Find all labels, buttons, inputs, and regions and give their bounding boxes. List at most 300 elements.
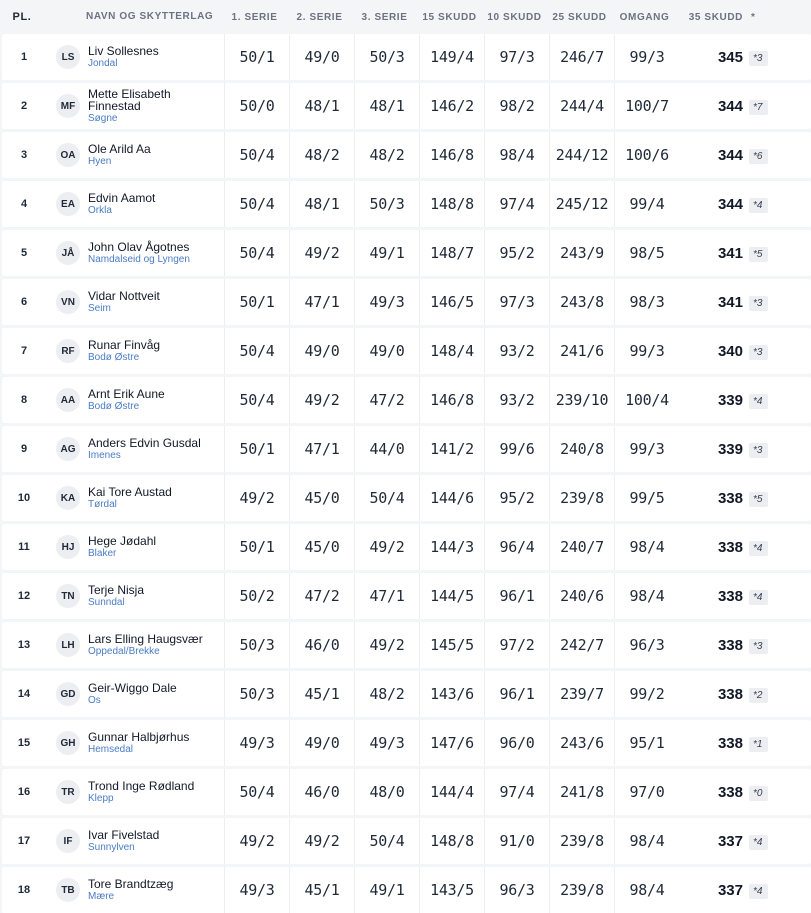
place: 13 bbox=[17, 639, 31, 651]
series-3: 49/2 bbox=[354, 622, 419, 668]
avatar-cell bbox=[46, 682, 88, 706]
avatar-cell bbox=[46, 290, 88, 314]
table-body bbox=[0, 34, 811, 913]
stars-cell bbox=[749, 342, 789, 360]
shooter-club[interactable]: Bodø Østre bbox=[88, 400, 140, 412]
stars-badge: *1 bbox=[749, 737, 768, 752]
shots-15: 146/8 bbox=[419, 132, 484, 178]
avatar-cell bbox=[46, 339, 88, 363]
avatar-cell bbox=[46, 486, 88, 510]
table-row[interactable] bbox=[2, 867, 811, 913]
place: 18 bbox=[17, 884, 31, 896]
round: 98/4 bbox=[614, 818, 679, 864]
shots-15: 148/7 bbox=[419, 230, 484, 276]
round: 100/7 bbox=[614, 83, 679, 129]
series-2: 47/1 bbox=[289, 279, 354, 325]
series-2: 48/1 bbox=[289, 83, 354, 129]
place: 14 bbox=[17, 688, 31, 700]
table-row[interactable] bbox=[2, 671, 811, 717]
round: 98/5 bbox=[614, 230, 679, 276]
series-2: 47/2 bbox=[289, 573, 354, 619]
series-1: 50/1 bbox=[224, 524, 289, 570]
series-1: 50/3 bbox=[224, 671, 289, 717]
place: 5 bbox=[20, 247, 28, 259]
shooter-name[interactable]: Geir-Wiggo Dale bbox=[88, 680, 177, 695]
series-2: 49/2 bbox=[289, 818, 354, 864]
avatar-cell bbox=[46, 388, 88, 412]
table-row[interactable] bbox=[2, 524, 811, 570]
shooter-club[interactable]: Imenes bbox=[88, 449, 121, 461]
avatar: JÅ bbox=[56, 241, 80, 265]
total-35: 337 bbox=[717, 881, 743, 899]
shooter-club[interactable]: Klepp bbox=[88, 792, 114, 804]
avatar-cell bbox=[46, 143, 88, 167]
shooter-club[interactable]: Seim bbox=[88, 302, 111, 314]
avatar-cell bbox=[46, 94, 88, 118]
round: 100/6 bbox=[614, 132, 679, 178]
total-35: 340 bbox=[717, 342, 743, 360]
series-1: 50/1 bbox=[224, 34, 289, 80]
shots-25: 241/8 bbox=[549, 769, 614, 815]
avatar-cell bbox=[46, 45, 88, 69]
series-3: 49/1 bbox=[354, 867, 419, 913]
series-2: 47/1 bbox=[289, 426, 354, 472]
stars-cell bbox=[749, 244, 789, 262]
shooter-name[interactable]: Trond Inge Rødland bbox=[88, 778, 195, 793]
shooter-name[interactable]: Lars Elling Haugsvær bbox=[88, 631, 203, 646]
total-35: 338 bbox=[717, 636, 743, 654]
round: 100/4 bbox=[614, 377, 679, 423]
shooter-cell bbox=[88, 45, 224, 70]
shots-25: 242/7 bbox=[549, 622, 614, 668]
shots-15: 146/2 bbox=[419, 83, 484, 129]
series-1: 50/1 bbox=[224, 426, 289, 472]
shooter-cell bbox=[88, 584, 224, 609]
shots-25: 240/8 bbox=[549, 426, 614, 472]
avatar: IF bbox=[56, 829, 80, 853]
shots-10: 96/0 bbox=[484, 720, 549, 766]
avatar: EA bbox=[56, 192, 80, 216]
avatar: LH bbox=[56, 633, 80, 657]
avatar: VN bbox=[56, 290, 80, 314]
shots-10: 95/2 bbox=[484, 475, 549, 521]
series-2: 45/0 bbox=[289, 475, 354, 521]
shots-15: 141/2 bbox=[419, 426, 484, 472]
series-3: 47/2 bbox=[354, 377, 419, 423]
series-3: 48/0 bbox=[354, 769, 419, 815]
series-3: 48/2 bbox=[354, 671, 419, 717]
shooter-name[interactable]: Kai Tore Austad bbox=[88, 484, 172, 499]
series-3: 50/4 bbox=[354, 475, 419, 521]
series-3: 50/4 bbox=[354, 818, 419, 864]
shooter-cell bbox=[88, 241, 224, 266]
shooter-cell bbox=[88, 192, 224, 217]
avatar: GH bbox=[56, 731, 80, 755]
shots-10: 97/4 bbox=[484, 769, 549, 815]
shots-10: 96/1 bbox=[484, 573, 549, 619]
series-1: 50/4 bbox=[224, 181, 289, 227]
series-1: 50/3 bbox=[224, 622, 289, 668]
shots-15: 143/5 bbox=[419, 867, 484, 913]
total-35: 338 bbox=[717, 587, 743, 605]
series-2: 49/0 bbox=[289, 328, 354, 374]
series-3: 47/1 bbox=[354, 573, 419, 619]
total-35: 344 bbox=[717, 195, 743, 213]
stars-badge: *5 bbox=[749, 492, 768, 507]
shots-15: 145/5 bbox=[419, 622, 484, 668]
shots-25: 239/8 bbox=[549, 818, 614, 864]
total-35: 339 bbox=[717, 391, 743, 409]
shots-10: 93/2 bbox=[484, 328, 549, 374]
header-series-3[interactable]: 3. SERIE bbox=[361, 11, 408, 23]
series-2: 49/2 bbox=[289, 377, 354, 423]
shooter-club[interactable]: Søgne bbox=[88, 112, 118, 124]
shots-10: 97/3 bbox=[484, 279, 549, 325]
total-35: 338 bbox=[717, 734, 743, 752]
series-2: 46/0 bbox=[289, 622, 354, 668]
avatar-cell bbox=[46, 241, 88, 265]
stars-cell bbox=[749, 391, 789, 409]
avatar-cell bbox=[46, 192, 88, 216]
stars-cell bbox=[749, 832, 789, 850]
shots-10: 91/0 bbox=[484, 818, 549, 864]
series-3: 44/0 bbox=[354, 426, 419, 472]
shooter-club[interactable]: Mære bbox=[88, 890, 115, 902]
series-3: 48/2 bbox=[354, 132, 419, 178]
table-row[interactable] bbox=[2, 181, 811, 227]
header-series-2[interactable]: 2. SERIE bbox=[296, 11, 343, 23]
series-1: 50/4 bbox=[224, 328, 289, 374]
stars-cell bbox=[749, 538, 789, 556]
avatar: TR bbox=[56, 780, 80, 804]
avatar: LS bbox=[56, 45, 80, 69]
stars-cell bbox=[749, 734, 789, 752]
avatar-cell bbox=[46, 878, 88, 902]
shots-10: 97/4 bbox=[484, 181, 549, 227]
series-3: 49/3 bbox=[354, 720, 419, 766]
stars-badge: *5 bbox=[749, 247, 768, 262]
shots-10: 98/2 bbox=[484, 83, 549, 129]
avatar: RF bbox=[56, 339, 80, 363]
round: 99/4 bbox=[614, 181, 679, 227]
total-35: 341 bbox=[717, 293, 743, 311]
shooter-club[interactable]: Os bbox=[88, 694, 101, 706]
series-2: 49/0 bbox=[289, 34, 354, 80]
round: 99/3 bbox=[614, 328, 679, 374]
place: 6 bbox=[20, 296, 28, 308]
round: 98/4 bbox=[614, 573, 679, 619]
stars-badge: *3 bbox=[749, 443, 768, 458]
shots-10: 97/2 bbox=[484, 622, 549, 668]
shooter-club[interactable]: Bodø Østre bbox=[88, 351, 140, 363]
shots-15: 144/3 bbox=[419, 524, 484, 570]
shots-25: 243/9 bbox=[549, 230, 614, 276]
shots-15: 146/5 bbox=[419, 279, 484, 325]
shots-25: 240/7 bbox=[549, 524, 614, 570]
shots-15: 143/6 bbox=[419, 671, 484, 717]
shots-15: 149/4 bbox=[419, 34, 484, 80]
stars-badge: *4 bbox=[749, 541, 768, 556]
stars-cell bbox=[749, 881, 789, 899]
shooter-club[interactable]: Jondal bbox=[88, 57, 118, 69]
stars-badge: *2 bbox=[749, 688, 768, 703]
shots-25: 246/7 bbox=[549, 34, 614, 80]
shooter-name[interactable]: John Olav Ågotnes bbox=[88, 239, 190, 254]
shots-15: 144/6 bbox=[419, 475, 484, 521]
stars-badge: *3 bbox=[749, 345, 768, 360]
total-35: 341 bbox=[717, 244, 743, 262]
table-row[interactable] bbox=[2, 230, 811, 276]
series-2: 45/1 bbox=[289, 671, 354, 717]
place: 12 bbox=[17, 590, 31, 602]
total-35: 338 bbox=[717, 489, 743, 507]
stars-badge: *6 bbox=[749, 149, 768, 164]
shooter-name[interactable]: Ivar Fivelstad bbox=[88, 827, 160, 842]
table-row[interactable] bbox=[2, 377, 811, 423]
round: 99/3 bbox=[614, 426, 679, 472]
table-row[interactable] bbox=[2, 720, 811, 766]
table-row[interactable] bbox=[2, 426, 811, 472]
shooter-name[interactable]: Arnt Erik Aune bbox=[88, 386, 165, 401]
place: 17 bbox=[17, 835, 31, 847]
shooter-cell bbox=[88, 143, 224, 168]
table-row[interactable] bbox=[2, 83, 811, 129]
shots-15: 148/8 bbox=[419, 818, 484, 864]
table-row[interactable] bbox=[2, 132, 811, 178]
place: 11 bbox=[18, 541, 30, 553]
shooter-cell bbox=[88, 486, 224, 511]
shots-15: 146/8 bbox=[419, 377, 484, 423]
round: 96/3 bbox=[614, 622, 679, 668]
shots-25: 244/4 bbox=[549, 83, 614, 129]
shots-25: 244/12 bbox=[549, 132, 614, 178]
shooter-cell bbox=[88, 829, 224, 854]
total-35: 337 bbox=[717, 832, 743, 850]
shooter-name[interactable]: Tore Brandtzæg bbox=[88, 876, 174, 891]
avatar-cell bbox=[46, 535, 88, 559]
shooter-cell bbox=[88, 535, 224, 560]
series-1: 50/4 bbox=[224, 769, 289, 815]
total-35: 338 bbox=[717, 685, 743, 703]
series-3: 49/0 bbox=[354, 328, 419, 374]
place: 8 bbox=[20, 394, 28, 406]
total-35: 344 bbox=[717, 97, 743, 115]
shooter-club[interactable]: Namdalseid og Lyngen bbox=[88, 253, 190, 265]
place: 16 bbox=[17, 786, 31, 798]
avatar: AG bbox=[56, 437, 80, 461]
shooter-club[interactable]: Hyen bbox=[88, 155, 112, 167]
place: 10 bbox=[17, 492, 31, 504]
shooter-name[interactable]: Hege Jødahl bbox=[88, 533, 157, 548]
table-row[interactable] bbox=[2, 34, 811, 80]
header-15-shots[interactable]: 15 SKUDD bbox=[422, 11, 477, 23]
header-name[interactable]: NAVN OG SKYTTERLAG bbox=[86, 11, 214, 22]
header-round[interactable]: OMGANG bbox=[619, 11, 670, 23]
total-35: 345 bbox=[717, 48, 743, 66]
series-2: 45/0 bbox=[289, 524, 354, 570]
avatar: OA bbox=[56, 143, 80, 167]
avatar-cell bbox=[46, 731, 88, 755]
shooter-name[interactable]: Ole Arild Aa bbox=[88, 141, 151, 156]
stars-badge: *3 bbox=[749, 51, 768, 66]
shooter-name[interactable]: Terje Nisja bbox=[88, 582, 145, 597]
stars-cell bbox=[749, 587, 789, 605]
round: 99/2 bbox=[614, 671, 679, 717]
series-2: 49/2 bbox=[289, 230, 354, 276]
shooter-club[interactable]: Blaker bbox=[88, 547, 117, 559]
total-35: 338 bbox=[717, 538, 743, 556]
table-row[interactable] bbox=[2, 279, 811, 325]
shots-15: 148/8 bbox=[419, 181, 484, 227]
place: 15 bbox=[17, 737, 31, 749]
header-10-shots[interactable]: 10 SKUDD bbox=[487, 11, 542, 23]
shooter-name[interactable]: Anders Edvin Gusdal bbox=[88, 435, 201, 450]
place: 4 bbox=[20, 198, 28, 210]
stars-badge: *4 bbox=[749, 198, 768, 213]
header-35-shots[interactable]: 35 SKUDD bbox=[688, 11, 743, 23]
header-stars[interactable]: * bbox=[751, 11, 756, 23]
shots-25: 239/7 bbox=[549, 671, 614, 717]
shots-25: 241/6 bbox=[549, 328, 614, 374]
series-1: 49/2 bbox=[224, 475, 289, 521]
series-1: 49/2 bbox=[224, 818, 289, 864]
avatar: MF bbox=[56, 94, 80, 118]
series-1: 50/4 bbox=[224, 132, 289, 178]
shots-25: 239/8 bbox=[549, 475, 614, 521]
round: 98/4 bbox=[614, 524, 679, 570]
shooter-club[interactable]: Sunnylven bbox=[88, 841, 135, 853]
stars-badge: *3 bbox=[749, 639, 768, 654]
avatar: TB bbox=[56, 878, 80, 902]
shots-10: 96/3 bbox=[484, 867, 549, 913]
shooter-cell bbox=[88, 88, 224, 125]
series-1: 50/1 bbox=[224, 279, 289, 325]
series-2: 46/0 bbox=[289, 769, 354, 815]
series-1: 50/0 bbox=[224, 83, 289, 129]
stars-badge: *4 bbox=[749, 590, 768, 605]
shooter-name[interactable]: Runar Finvåg bbox=[88, 337, 161, 352]
shots-25: 243/8 bbox=[549, 279, 614, 325]
round: 99/3 bbox=[614, 34, 679, 80]
shooter-cell bbox=[88, 633, 224, 658]
table-row[interactable] bbox=[2, 475, 811, 521]
header-series-1[interactable]: 1. SERIE bbox=[231, 11, 278, 23]
shooter-cell bbox=[88, 388, 224, 413]
shots-10: 99/6 bbox=[484, 426, 549, 472]
shots-10: 96/1 bbox=[484, 671, 549, 717]
avatar: GD bbox=[56, 682, 80, 706]
shooter-cell bbox=[88, 682, 224, 707]
series-2: 49/0 bbox=[289, 720, 354, 766]
round: 98/4 bbox=[614, 867, 679, 913]
avatar-cell bbox=[46, 780, 88, 804]
stars-badge: *7 bbox=[749, 100, 768, 115]
total-35: 339 bbox=[717, 440, 743, 458]
series-2: 48/2 bbox=[289, 132, 354, 178]
series-3: 49/3 bbox=[354, 279, 419, 325]
series-3: 49/2 bbox=[354, 524, 419, 570]
stars-cell bbox=[749, 685, 789, 703]
table-row[interactable] bbox=[2, 573, 811, 619]
shooter-cell bbox=[88, 780, 224, 805]
avatar: AA bbox=[56, 388, 80, 412]
series-3: 49/1 bbox=[354, 230, 419, 276]
place: 1 bbox=[20, 51, 28, 63]
shooter-cell bbox=[88, 437, 224, 462]
shots-15: 144/5 bbox=[419, 573, 484, 619]
place: 7 bbox=[20, 345, 28, 357]
round: 95/1 bbox=[614, 720, 679, 766]
header-place[interactable]: PL. bbox=[12, 11, 32, 23]
total-35: 338 bbox=[717, 783, 743, 801]
table-row[interactable] bbox=[2, 328, 811, 374]
shooter-name[interactable]: Mette Elisabeth Finnestad bbox=[88, 86, 171, 113]
shooter-club[interactable]: Tørdal bbox=[88, 498, 117, 510]
shots-10: 95/2 bbox=[484, 230, 549, 276]
avatar: TN bbox=[56, 584, 80, 608]
series-3: 50/3 bbox=[354, 181, 419, 227]
stars-cell bbox=[749, 293, 789, 311]
total-35: 344 bbox=[717, 146, 743, 164]
series-2: 48/1 bbox=[289, 181, 354, 227]
stars-badge: *4 bbox=[749, 835, 768, 850]
shots-10: 98/4 bbox=[484, 132, 549, 178]
round: 97/0 bbox=[614, 769, 679, 815]
shooter-name[interactable]: Edvin Aamot bbox=[88, 190, 156, 205]
stars-cell bbox=[749, 97, 789, 115]
shooter-club[interactable]: Hemsedal bbox=[88, 743, 134, 755]
series-1: 50/4 bbox=[224, 230, 289, 276]
avatar: HJ bbox=[56, 535, 80, 559]
series-1: 50/4 bbox=[224, 377, 289, 423]
table-row[interactable] bbox=[2, 622, 811, 668]
shots-10: 97/3 bbox=[484, 34, 549, 80]
header-25-shots[interactable]: 25 SKUDD bbox=[552, 11, 607, 23]
shots-15: 147/6 bbox=[419, 720, 484, 766]
round: 99/5 bbox=[614, 475, 679, 521]
shots-10: 93/2 bbox=[484, 377, 549, 423]
series-1: 49/3 bbox=[224, 867, 289, 913]
shooter-club[interactable]: Sunndal bbox=[88, 596, 125, 608]
stars-badge: *4 bbox=[749, 394, 768, 409]
table-row[interactable] bbox=[2, 818, 811, 864]
shooter-club[interactable]: Oppedal/Brekke bbox=[88, 645, 160, 657]
shooter-club[interactable]: Orkla bbox=[88, 204, 112, 216]
shooter-name[interactable]: Gunnar Halbjørhus bbox=[88, 729, 190, 744]
avatar-cell bbox=[46, 633, 88, 657]
series-1: 49/3 bbox=[224, 720, 289, 766]
shooter-name[interactable]: Vidar Nottveit bbox=[88, 288, 160, 303]
table-header bbox=[0, 0, 811, 34]
series-2: 45/1 bbox=[289, 867, 354, 913]
stars-badge: *4 bbox=[749, 884, 768, 899]
shots-25: 245/12 bbox=[549, 181, 614, 227]
table-row[interactable] bbox=[2, 769, 811, 815]
shots-10: 96/4 bbox=[484, 524, 549, 570]
place: 3 bbox=[20, 149, 28, 161]
stars-badge: *0 bbox=[749, 786, 768, 801]
shooter-cell bbox=[88, 290, 224, 315]
shots-25: 243/6 bbox=[549, 720, 614, 766]
shots-25: 239/8 bbox=[549, 867, 614, 913]
stars-cell bbox=[749, 195, 789, 213]
series-1: 50/2 bbox=[224, 573, 289, 619]
shots-15: 148/4 bbox=[419, 328, 484, 374]
shooter-name[interactable]: Liv Sollesnes bbox=[88, 43, 159, 58]
stars-cell bbox=[749, 636, 789, 654]
place: 2 bbox=[20, 100, 28, 112]
stars-cell bbox=[749, 440, 789, 458]
